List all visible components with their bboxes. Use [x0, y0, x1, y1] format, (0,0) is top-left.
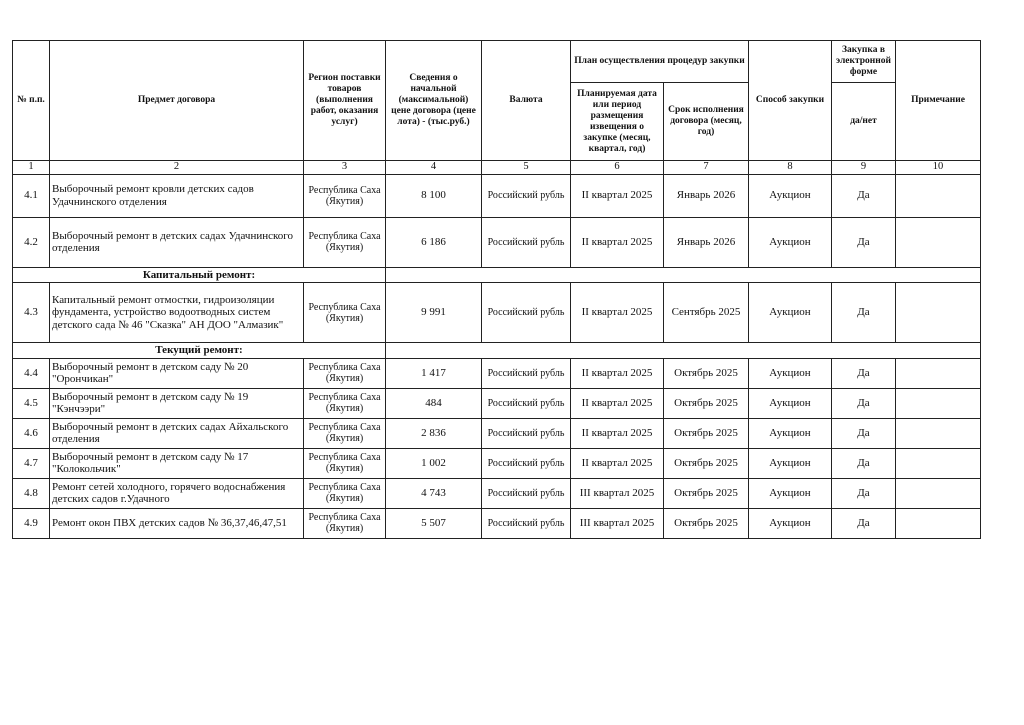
header-plan-group: План осуществления процедур закупки [571, 41, 749, 83]
table-body [13, 161, 981, 539]
row-electronic: Да [832, 448, 896, 478]
table-row [13, 174, 981, 217]
table-row [13, 217, 981, 267]
row-plan: III квартал 2025 [571, 508, 664, 538]
row-note [896, 174, 981, 217]
table-row [13, 283, 981, 343]
row-num: 4.8 [13, 478, 50, 508]
row-price: 5 507 [386, 508, 482, 538]
row-deadline: Октябрь 2025 [664, 358, 749, 388]
header-num: № п.п. [13, 41, 50, 161]
column-number: 3 [304, 161, 386, 175]
row-num: 4.9 [13, 508, 50, 538]
row-deadline: Октябрь 2025 [664, 478, 749, 508]
header-method: Способ закупки [749, 41, 832, 161]
row-electronic: Да [832, 217, 896, 267]
row-method: Аукцион [749, 217, 832, 267]
row-price: 6 186 [386, 217, 482, 267]
column-number: 2 [50, 161, 304, 175]
row-note [896, 358, 981, 388]
row-note [896, 388, 981, 418]
row-num: 4.2 [13, 217, 50, 267]
column-number: 1 [13, 161, 50, 175]
row-region: Республика Саха (Якутия) [304, 358, 386, 388]
header-electronic-sub: да/нет [832, 83, 896, 161]
row-electronic: Да [832, 478, 896, 508]
row-subject: Выборочный ремонт в детском саду № 17 "Колокольчик" [50, 448, 304, 478]
row-electronic: Да [832, 508, 896, 538]
column-number: 4 [386, 161, 482, 175]
table-row [13, 358, 981, 388]
row-currency: Российский рубль [482, 478, 571, 508]
row-currency: Российский рубль [482, 388, 571, 418]
row-method: Аукцион [749, 508, 832, 538]
header-deadline: Срок исполнения договора (месяц, год) [664, 83, 749, 161]
section-title-capital: Капитальный ремонт: [13, 267, 386, 283]
header-currency: Валюта [482, 41, 571, 161]
row-method: Аукцион [749, 358, 832, 388]
row-region: Республика Саха (Якутия) [304, 388, 386, 418]
row-note [896, 217, 981, 267]
row-price: 484 [386, 388, 482, 418]
row-subject: Выборочный ремонт в детских садах Айхальского отделения [50, 418, 304, 448]
header-note: Примечание [896, 41, 981, 161]
row-subject: Ремонт окон ПВХ детских садов № 36,37,46,47,51 [50, 508, 304, 538]
section-row-capital [13, 267, 981, 283]
row-currency: Российский рубль [482, 283, 571, 343]
row-price: 9 991 [386, 283, 482, 343]
row-method: Аукцион [749, 478, 832, 508]
row-deadline: Январь 2026 [664, 217, 749, 267]
column-number: 9 [832, 161, 896, 175]
header-price: Сведения о начальной (максимальной) цене договора (цене лота) - (тыс.руб.) [386, 41, 482, 161]
column-number: 7 [664, 161, 749, 175]
row-num: 4.1 [13, 174, 50, 217]
row-deadline: Октябрь 2025 [664, 508, 749, 538]
row-region: Республика Саха (Якутия) [304, 418, 386, 448]
header-plan-date: Планируемая дата или период размещения извещения о закупке (месяц, квартал, год) [571, 83, 664, 161]
row-num: 4.3 [13, 283, 50, 343]
row-price: 1 002 [386, 448, 482, 478]
row-region: Республика Саха (Якутия) [304, 174, 386, 217]
row-currency: Российский рубль [482, 418, 571, 448]
row-note [896, 448, 981, 478]
column-number: 8 [749, 161, 832, 175]
row-num: 4.7 [13, 448, 50, 478]
row-method: Аукцион [749, 174, 832, 217]
row-method: Аукцион [749, 448, 832, 478]
row-region: Республика Саха (Якутия) [304, 217, 386, 267]
table-row [13, 508, 981, 538]
row-note [896, 478, 981, 508]
table-row [13, 418, 981, 448]
row-plan: II квартал 2025 [571, 388, 664, 418]
row-method: Аукцион [749, 418, 832, 448]
row-electronic: Да [832, 358, 896, 388]
row-currency: Российский рубль [482, 217, 571, 267]
column-number: 5 [482, 161, 571, 175]
column-number: 6 [571, 161, 664, 175]
row-currency: Российский рубль [482, 448, 571, 478]
row-currency: Российский рубль [482, 174, 571, 217]
row-region: Республика Саха (Якутия) [304, 283, 386, 343]
column-number: 10 [896, 161, 981, 175]
row-num: 4.5 [13, 388, 50, 418]
header-subject: Предмет договора [50, 41, 304, 161]
row-subject: Выборочный ремонт в детском саду № 19 "Кэнчээри" [50, 388, 304, 418]
row-region: Республика Саха (Якутия) [304, 478, 386, 508]
table-row [13, 478, 981, 508]
row-num: 4.4 [13, 358, 50, 388]
row-deadline: Октябрь 2025 [664, 388, 749, 418]
table-row [13, 448, 981, 478]
column-number-row [13, 161, 981, 175]
row-currency: Российский рубль [482, 508, 571, 538]
row-price: 4 743 [386, 478, 482, 508]
row-note [896, 508, 981, 538]
row-note [896, 283, 981, 343]
header-region: Регион поставки товаров (выполнения работ, оказания услуг) [304, 41, 386, 161]
row-subject: Капитальный ремонт отмостки, гидроизоляции фундамента, устройство водоотводных систем детского сада № 46 "Сказка" АН ДОО "Алмазик" [50, 283, 304, 343]
row-plan: II квартал 2025 [571, 358, 664, 388]
row-price: 8 100 [386, 174, 482, 217]
row-subject: Выборочный ремонт в детских садах Удачнинского отделения [50, 217, 304, 267]
row-plan: II квартал 2025 [571, 283, 664, 343]
row-price: 2 836 [386, 418, 482, 448]
row-electronic: Да [832, 174, 896, 217]
row-method: Аукцион [749, 388, 832, 418]
header-electronic: Закупка в электронной форме [832, 41, 896, 83]
section-empty [386, 267, 981, 283]
procurement-plan-table [12, 40, 981, 539]
row-deadline: Октябрь 2025 [664, 418, 749, 448]
section-empty [386, 343, 981, 359]
row-plan: II квартал 2025 [571, 217, 664, 267]
row-electronic: Да [832, 388, 896, 418]
row-deadline: Сентябрь 2025 [664, 283, 749, 343]
row-deadline: Октябрь 2025 [664, 448, 749, 478]
row-currency: Российский рубль [482, 358, 571, 388]
row-num: 4.6 [13, 418, 50, 448]
row-plan: II квартал 2025 [571, 418, 664, 448]
section-row-current [13, 343, 981, 359]
row-region: Республика Саха (Якутия) [304, 508, 386, 538]
row-plan: II квартал 2025 [571, 448, 664, 478]
row-plan: II квартал 2025 [571, 174, 664, 217]
row-subject: Выборочный ремонт кровли детских садов Удачнинского отделения [50, 174, 304, 217]
row-price: 1 417 [386, 358, 482, 388]
row-electronic: Да [832, 283, 896, 343]
row-method: Аукцион [749, 283, 832, 343]
row-deadline: Январь 2026 [664, 174, 749, 217]
row-region: Республика Саха (Якутия) [304, 448, 386, 478]
table-row [13, 388, 981, 418]
row-note [896, 418, 981, 448]
section-title-current: Текущий ремонт: [13, 343, 386, 359]
row-electronic: Да [832, 418, 896, 448]
row-subject: Выборочный ремонт в детском саду № 20 "Орончикан" [50, 358, 304, 388]
row-subject: Ремонт сетей холодного, горячего водоснабжения детских садов г.Удачного [50, 478, 304, 508]
row-plan: III квартал 2025 [571, 478, 664, 508]
